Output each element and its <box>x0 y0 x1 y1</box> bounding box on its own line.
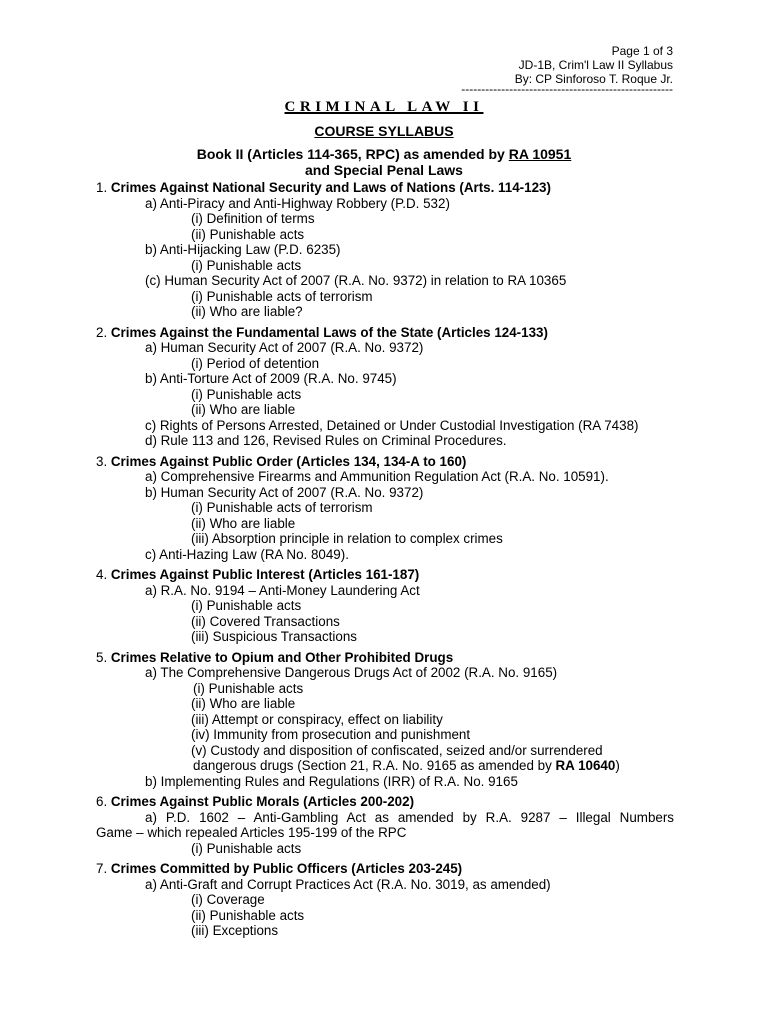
section-number: 2. <box>96 324 111 340</box>
list-item: a) Anti-Piracy and Anti-Highway Robbery (P.D. 532) <box>145 195 450 211</box>
section-number: 5. <box>96 649 111 665</box>
list-item: a) R.A. No. 9194 – Anti-Money Laundering Act <box>145 582 420 598</box>
section-heading <box>96 861 674 877</box>
list-item: (v) Custody and disposition of confiscated, seized and/or surrendered <box>191 742 603 758</box>
section-number: 4. <box>96 567 111 582</box>
list-item: (i) Punishable acts <box>193 680 304 696</box>
list-item: (i) Punishable acts <box>191 386 302 402</box>
list-item: (i) Punishable acts <box>191 598 302 613</box>
section-1 <box>96 180 674 320</box>
section-number: 1. <box>96 180 111 195</box>
course-code: JD-1B, Crim'l Law II Syllabus <box>518 58 673 72</box>
list-item: (ii) Who are liable <box>191 696 296 711</box>
list-item: (ii) Who are liable? <box>191 304 303 319</box>
section-title: Crimes Against Public Interest (Articles 161-187) <box>110 567 420 582</box>
book-scope-line <box>0 146 768 162</box>
section-4 <box>96 567 674 645</box>
section-heading <box>96 794 674 810</box>
page-number: Page 1 of 3 <box>611 44 673 58</box>
section-7 <box>96 861 674 939</box>
list-item: (i) Coverage <box>191 892 265 907</box>
list-item: (ii) Who are liable <box>191 402 296 417</box>
list-item: (ii) Punishable acts <box>191 907 305 923</box>
list-item: (ii) Punishable acts <box>191 226 305 242</box>
list-item: (c) Human Security Act of 2007 (R.A. No. 9372) in relation to RA 10365 <box>145 273 567 288</box>
list-item: (iii) Attempt or conspiracy, effect on liability <box>191 711 443 727</box>
section-number: 3. <box>96 453 111 469</box>
section-number: 6. <box>96 794 111 809</box>
list-item: a) Human Security Act of 2007 (R.A. No. 9372) <box>145 340 424 355</box>
list-item: a) Comprehensive Firearms and Ammunition Regulation Act (R.A. No. 10591). <box>145 469 609 484</box>
list-item: dangerous drugs (Section 21, R.A. No. 9165 as amended by RA 10640) <box>193 758 620 773</box>
list-item: (i) Punishable acts of terrorism <box>191 288 373 304</box>
list-item: (i) Definition of terms <box>191 211 315 226</box>
section-heading <box>96 454 674 470</box>
section-heading <box>96 567 674 583</box>
section-title: Crimes Against Public Order (Articles 134, 134-A to 160) <box>110 453 467 469</box>
section-title: Crimes Committed by Public Officers (Articles 203-245) <box>110 861 463 876</box>
list-item: d) Rule 113 and 126, Revised Rules on Criminal Procedures. <box>145 433 507 448</box>
section-title: Crimes Against the Fundamental Laws of the State (Articles 124-133) <box>110 324 548 340</box>
list-item: c) Rights of Persons Arrested, Detained or Under Custodial Investigation (RA 7438) <box>145 417 639 433</box>
section-2 <box>96 325 674 449</box>
list-item: (iii) Absorption principle in relation to complex crimes <box>191 531 503 546</box>
header-rule: ----------------------------------------------------- <box>461 82 673 96</box>
list-item: (i) Punishable acts <box>191 840 302 856</box>
book-scope-text: Book II (Articles 114-365, RPC) as amended by <box>196 146 509 162</box>
list-item: (i) Punishable acts <box>191 257 302 273</box>
author-line: By: CP Sinforoso T. Roque Jr. <box>514 72 673 86</box>
document-subtitle: COURSE SYLLABUS <box>314 123 454 139</box>
section-heading <box>96 325 674 341</box>
list-item: Game – which repealed Articles 195-199 of the RPC <box>96 825 407 840</box>
ra-10951-ref: RA 10951 <box>508 146 572 162</box>
list-item: b) Anti-Hijacking Law (P.D. 6235) <box>145 242 341 257</box>
section-6 <box>96 794 674 856</box>
list-item: (iii) Exceptions <box>191 923 279 938</box>
list-item: c) Anti-Hazing Law (RA No. 8049). <box>145 546 349 562</box>
document-title: CRIMINAL LAW II <box>284 99 484 115</box>
section-title: Crimes Relative to Opium and Other Prohibited Drugs <box>110 649 454 665</box>
list-item: a) Anti-Graft and Corrupt Practices Act (R.A. No. 3019, as amended) <box>145 876 551 892</box>
section-title: Crimes Against National Security and Laws of Nations (Arts. 114-123) <box>110 180 551 195</box>
list-item: (iii) Suspicious Transactions <box>191 629 357 644</box>
syllabus-body <box>96 180 674 939</box>
section-number: 7. <box>96 861 111 876</box>
bold-reference: RA 10640 <box>555 758 616 773</box>
section-title: Crimes Against Public Morals (Articles 200-202) <box>110 794 415 809</box>
list-item: (ii) Covered Transactions <box>191 613 340 629</box>
list-item: (ii) Who are liable <box>191 515 296 531</box>
list-item: (iv) Immunity from prosecution and punishment <box>191 727 471 742</box>
list-item: b) Implementing Rules and Regulations (IRR) of R.A. No. 9165 <box>145 773 518 789</box>
list-item: b) Anti-Torture Act of 2009 (R.A. No. 9745) <box>145 371 397 386</box>
list-item: a) P.D. 1602 – Anti-Gambling Act as amended by R.A. 9287 – Illegal Numbers <box>145 809 674 825</box>
list-item: (i) Period of detention <box>191 355 320 371</box>
list-item: (i) Punishable acts of terrorism <box>191 500 373 515</box>
section-heading <box>96 180 674 196</box>
list-item: a) The Comprehensive Dangerous Drugs Act of 2002 (R.A. No. 9165) <box>145 665 558 680</box>
section-5 <box>96 650 674 790</box>
list-item: b) Human Security Act of 2007 (R.A. No. 9372) <box>145 484 424 500</box>
section-3 <box>96 454 674 563</box>
book-scope-line-2: and Special Penal Laws <box>305 162 463 178</box>
section-heading <box>96 650 674 666</box>
